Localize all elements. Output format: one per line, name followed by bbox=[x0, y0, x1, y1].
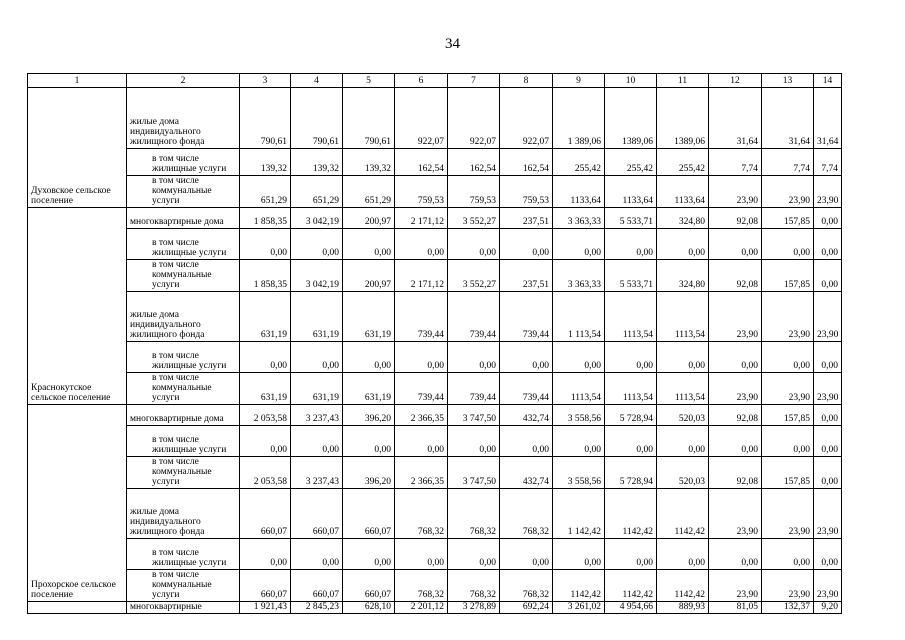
value-cell: 162,54 bbox=[395, 149, 448, 176]
category-label: в том числе коммунальные услуги bbox=[127, 260, 240, 292]
value-cell: 2 171,12 bbox=[395, 208, 448, 229]
value-cell: 0,00 bbox=[343, 342, 395, 373]
value-cell: 0,00 bbox=[395, 539, 448, 570]
value-cell: 2 845,23 bbox=[291, 602, 343, 614]
value-cell: 0,00 bbox=[343, 426, 395, 457]
value-cell: 1 389,06 bbox=[553, 88, 605, 149]
value-cell: 0,00 bbox=[814, 539, 842, 570]
value-cell: 0,00 bbox=[709, 426, 762, 457]
value-cell: 5 533,71 bbox=[605, 260, 657, 292]
value-cell: 0,00 bbox=[240, 426, 291, 457]
value-cell: 520,03 bbox=[657, 457, 709, 489]
category-label: в том числе коммунальные услуги bbox=[127, 373, 240, 405]
table-row bbox=[28, 208, 842, 229]
value-cell: 2 053,58 bbox=[240, 457, 291, 489]
value-cell: 0,00 bbox=[500, 426, 553, 457]
value-cell: 0,00 bbox=[553, 342, 605, 373]
district-name: Прохорское сельское поселение bbox=[28, 405, 127, 602]
value-cell: 3 363,33 bbox=[553, 208, 605, 229]
value-cell: 739,44 bbox=[500, 373, 553, 405]
value-cell: 768,32 bbox=[395, 570, 448, 602]
value-cell: 324,80 bbox=[657, 208, 709, 229]
value-cell: 3 558,56 bbox=[553, 457, 605, 489]
value-cell: 0,00 bbox=[500, 539, 553, 570]
category-label: многоквартирные bbox=[127, 602, 240, 614]
value-cell: 3 042,19 bbox=[291, 260, 343, 292]
value-cell: 0,00 bbox=[605, 229, 657, 260]
value-cell: 3 558,56 bbox=[553, 405, 605, 426]
value-cell: 3 237,43 bbox=[291, 457, 343, 489]
value-cell: 768,32 bbox=[500, 570, 553, 602]
value-cell: 1 113,54 bbox=[553, 292, 605, 342]
table-row bbox=[28, 426, 842, 457]
category-label: многоквартирные дома bbox=[127, 208, 240, 229]
table-row bbox=[28, 539, 842, 570]
value-cell: 92,08 bbox=[709, 405, 762, 426]
table-row bbox=[28, 176, 842, 208]
tariff-table bbox=[27, 73, 842, 614]
value-cell: 7,74 bbox=[709, 149, 762, 176]
value-cell: 23,90 bbox=[709, 373, 762, 405]
value-cell: 3 747,50 bbox=[448, 405, 500, 426]
value-cell: 0,00 bbox=[395, 229, 448, 260]
value-cell: 1 858,35 bbox=[240, 260, 291, 292]
value-cell: 23,90 bbox=[814, 373, 842, 405]
value-cell: 790,61 bbox=[291, 88, 343, 149]
value-cell: 3 552,27 bbox=[448, 208, 500, 229]
category-label: многоквартирные дома bbox=[127, 405, 240, 426]
value-cell: 2 201,12 bbox=[395, 602, 448, 614]
category-label: в том числе жилищные услуги bbox=[127, 539, 240, 570]
value-cell: 0,00 bbox=[291, 539, 343, 570]
value-cell: 0,00 bbox=[657, 426, 709, 457]
value-cell: 0,00 bbox=[814, 342, 842, 373]
value-cell: 0,00 bbox=[343, 539, 395, 570]
value-cell: 1113,54 bbox=[657, 373, 709, 405]
value-cell: 1389,06 bbox=[605, 88, 657, 149]
value-cell: 0,00 bbox=[657, 229, 709, 260]
value-cell: 200,97 bbox=[343, 260, 395, 292]
column-number: 10 bbox=[605, 74, 657, 88]
value-cell: 0,00 bbox=[395, 342, 448, 373]
value-cell: 631,19 bbox=[343, 373, 395, 405]
value-cell: 0,00 bbox=[343, 229, 395, 260]
value-cell: 631,19 bbox=[291, 373, 343, 405]
value-cell: 739,44 bbox=[500, 292, 553, 342]
value-cell: 23,90 bbox=[762, 176, 814, 208]
district-name: Краснокутское сельское поселение bbox=[28, 208, 127, 405]
value-cell: 922,07 bbox=[500, 88, 553, 149]
value-cell: 1142,42 bbox=[657, 570, 709, 602]
value-cell: 157,85 bbox=[762, 260, 814, 292]
value-cell: 631,19 bbox=[240, 373, 291, 405]
value-cell: 739,44 bbox=[448, 292, 500, 342]
value-cell: 1142,42 bbox=[605, 570, 657, 602]
value-cell: 1142,42 bbox=[657, 489, 709, 539]
value-cell: 157,85 bbox=[762, 208, 814, 229]
value-cell: 1113,54 bbox=[605, 292, 657, 342]
value-cell: 0,00 bbox=[605, 342, 657, 373]
value-cell: 0,00 bbox=[657, 539, 709, 570]
value-cell: 92,08 bbox=[709, 457, 762, 489]
value-cell: 0,00 bbox=[448, 539, 500, 570]
value-cell: 889,93 bbox=[657, 602, 709, 614]
value-cell: 651,29 bbox=[291, 176, 343, 208]
column-number: 12 bbox=[709, 74, 762, 88]
value-cell: 0,00 bbox=[448, 426, 500, 457]
table-row bbox=[28, 260, 842, 292]
column-number: 11 bbox=[657, 74, 709, 88]
value-cell: 255,42 bbox=[553, 149, 605, 176]
value-cell: 768,32 bbox=[395, 489, 448, 539]
value-cell: 768,32 bbox=[500, 489, 553, 539]
column-number: 1 bbox=[28, 74, 127, 88]
value-cell: 23,90 bbox=[814, 292, 842, 342]
category-label: в том числе жилищные услуги bbox=[127, 229, 240, 260]
value-cell: 0,00 bbox=[291, 342, 343, 373]
value-cell: 922,07 bbox=[448, 88, 500, 149]
value-cell: 0,00 bbox=[553, 229, 605, 260]
value-cell: 759,53 bbox=[500, 176, 553, 208]
value-cell: 0,00 bbox=[814, 208, 842, 229]
category-label: в том числе коммунальные услуги bbox=[127, 176, 240, 208]
column-number: 2 bbox=[127, 74, 240, 88]
table-row bbox=[28, 570, 842, 602]
value-cell: 139,32 bbox=[343, 149, 395, 176]
value-cell: 739,44 bbox=[448, 373, 500, 405]
column-number: 4 bbox=[291, 74, 343, 88]
table-row bbox=[28, 489, 842, 539]
value-cell: 1389,06 bbox=[657, 88, 709, 149]
value-cell: 396,20 bbox=[343, 405, 395, 426]
value-cell: 660,07 bbox=[291, 570, 343, 602]
value-cell: 1113,54 bbox=[553, 373, 605, 405]
value-cell: 23,90 bbox=[814, 176, 842, 208]
value-cell: 31,64 bbox=[762, 88, 814, 149]
value-cell: 432,74 bbox=[500, 457, 553, 489]
value-cell: 1142,42 bbox=[553, 570, 605, 602]
value-cell: 3 237,43 bbox=[291, 405, 343, 426]
value-cell: 1 142,42 bbox=[553, 489, 605, 539]
value-cell: 3 278,89 bbox=[448, 602, 500, 614]
value-cell: 23,90 bbox=[762, 570, 814, 602]
value-cell: 162,54 bbox=[500, 149, 553, 176]
value-cell: 0,00 bbox=[814, 229, 842, 260]
value-cell: 0,00 bbox=[500, 342, 553, 373]
table-row bbox=[28, 292, 842, 342]
value-cell: 0,00 bbox=[762, 342, 814, 373]
value-cell: 3 552,27 bbox=[448, 260, 500, 292]
value-cell: 631,19 bbox=[343, 292, 395, 342]
value-cell: 255,42 bbox=[605, 149, 657, 176]
value-cell: 5 533,71 bbox=[605, 208, 657, 229]
value-cell: 790,61 bbox=[343, 88, 395, 149]
value-cell: 1 858,35 bbox=[240, 208, 291, 229]
value-cell: 7,74 bbox=[762, 149, 814, 176]
value-cell: 1113,54 bbox=[657, 292, 709, 342]
value-cell: 324,80 bbox=[657, 260, 709, 292]
value-cell: 759,53 bbox=[395, 176, 448, 208]
column-number-row bbox=[28, 74, 842, 88]
value-cell: 157,85 bbox=[762, 457, 814, 489]
value-cell: 520,03 bbox=[657, 405, 709, 426]
value-cell: 0,00 bbox=[814, 426, 842, 457]
value-cell: 0,00 bbox=[240, 342, 291, 373]
value-cell: 0,00 bbox=[448, 342, 500, 373]
value-cell: 396,20 bbox=[343, 457, 395, 489]
value-cell: 651,29 bbox=[343, 176, 395, 208]
value-cell: 0,00 bbox=[448, 229, 500, 260]
value-cell: 132,37 bbox=[762, 602, 814, 614]
value-cell: 660,07 bbox=[240, 489, 291, 539]
value-cell: 5 728,94 bbox=[605, 405, 657, 426]
value-cell: 237,51 bbox=[500, 208, 553, 229]
table-row bbox=[28, 149, 842, 176]
value-cell: 0,00 bbox=[500, 229, 553, 260]
value-cell: 23,90 bbox=[762, 489, 814, 539]
table-row bbox=[28, 229, 842, 260]
table-row bbox=[28, 88, 842, 149]
district-name bbox=[28, 602, 127, 614]
category-label: в том числе жилищные услуги bbox=[127, 149, 240, 176]
value-cell: 31,64 bbox=[814, 88, 842, 149]
value-cell: 23,90 bbox=[709, 489, 762, 539]
value-cell: 739,44 bbox=[395, 373, 448, 405]
value-cell: 660,07 bbox=[343, 570, 395, 602]
value-cell: 237,51 bbox=[500, 260, 553, 292]
table-row bbox=[28, 457, 842, 489]
value-cell: 660,07 bbox=[240, 570, 291, 602]
column-number: 8 bbox=[500, 74, 553, 88]
column-number: 9 bbox=[553, 74, 605, 88]
value-cell: 768,32 bbox=[448, 489, 500, 539]
table-row bbox=[28, 373, 842, 405]
table-row bbox=[28, 602, 842, 614]
value-cell: 0,00 bbox=[553, 426, 605, 457]
value-cell: 2 366,35 bbox=[395, 457, 448, 489]
column-number: 5 bbox=[343, 74, 395, 88]
category-label: жилые дома индивидуального жилищного фонда bbox=[127, 489, 240, 539]
value-cell: 0,00 bbox=[762, 229, 814, 260]
value-cell: 660,07 bbox=[343, 489, 395, 539]
district-name: Духовское сельское поселение bbox=[28, 88, 127, 208]
value-cell: 139,32 bbox=[291, 149, 343, 176]
value-cell: 3 042,19 bbox=[291, 208, 343, 229]
value-cell: 2 171,12 bbox=[395, 260, 448, 292]
value-cell: 432,74 bbox=[500, 405, 553, 426]
value-cell: 0,00 bbox=[291, 426, 343, 457]
value-cell: 3 363,33 bbox=[553, 260, 605, 292]
value-cell: 1113,54 bbox=[605, 373, 657, 405]
value-cell: 1133,64 bbox=[657, 176, 709, 208]
value-cell: 23,90 bbox=[814, 570, 842, 602]
value-cell: 3 261,02 bbox=[553, 602, 605, 614]
value-cell: 2 053,58 bbox=[240, 405, 291, 426]
value-cell: 1142,42 bbox=[605, 489, 657, 539]
value-cell: 790,61 bbox=[240, 88, 291, 149]
value-cell: 0,00 bbox=[709, 539, 762, 570]
value-cell: 660,07 bbox=[291, 489, 343, 539]
value-cell: 0,00 bbox=[709, 229, 762, 260]
value-cell: 628,10 bbox=[343, 602, 395, 614]
value-cell: 1133,64 bbox=[553, 176, 605, 208]
value-cell: 922,07 bbox=[395, 88, 448, 149]
value-cell: 23,90 bbox=[762, 373, 814, 405]
category-label: в том числе жилищные услуги bbox=[127, 426, 240, 457]
value-cell: 0,00 bbox=[395, 426, 448, 457]
value-cell: 31,64 bbox=[709, 88, 762, 149]
category-label: в том числе жилищные услуги bbox=[127, 342, 240, 373]
value-cell: 1 921,43 bbox=[240, 602, 291, 614]
column-number: 6 bbox=[395, 74, 448, 88]
table-row bbox=[28, 342, 842, 373]
table-row bbox=[28, 405, 842, 426]
value-cell: 23,90 bbox=[709, 176, 762, 208]
value-cell: 0,00 bbox=[605, 426, 657, 457]
value-cell: 3 747,50 bbox=[448, 457, 500, 489]
value-cell: 7,74 bbox=[814, 149, 842, 176]
value-cell: 0,00 bbox=[291, 229, 343, 260]
column-number: 13 bbox=[762, 74, 814, 88]
value-cell: 0,00 bbox=[240, 539, 291, 570]
value-cell: 4 954,66 bbox=[605, 602, 657, 614]
value-cell: 0,00 bbox=[657, 342, 709, 373]
value-cell: 2 366,35 bbox=[395, 405, 448, 426]
value-cell: 0,00 bbox=[814, 457, 842, 489]
column-number: 7 bbox=[448, 74, 500, 88]
value-cell: 631,19 bbox=[240, 292, 291, 342]
value-cell: 9,20 bbox=[814, 602, 842, 614]
value-cell: 0,00 bbox=[553, 539, 605, 570]
value-cell: 739,44 bbox=[395, 292, 448, 342]
value-cell: 0,00 bbox=[762, 539, 814, 570]
category-label: в том числе коммунальные услуги bbox=[127, 457, 240, 489]
value-cell: 0,00 bbox=[762, 426, 814, 457]
category-label: жилые дома индивидуального жилищного фонда bbox=[127, 292, 240, 342]
value-cell: 23,90 bbox=[762, 292, 814, 342]
value-cell: 631,19 bbox=[291, 292, 343, 342]
value-cell: 23,90 bbox=[709, 570, 762, 602]
category-label: жилые дома индивидуального жилищного фонда bbox=[127, 88, 240, 149]
value-cell: 139,32 bbox=[240, 149, 291, 176]
category-label: в том числе коммунальные услуги bbox=[127, 570, 240, 602]
value-cell: 162,54 bbox=[448, 149, 500, 176]
value-cell: 0,00 bbox=[709, 342, 762, 373]
value-cell: 0,00 bbox=[240, 229, 291, 260]
value-cell: 0,00 bbox=[605, 539, 657, 570]
page-number: 34 bbox=[445, 36, 460, 52]
column-number: 3 bbox=[240, 74, 291, 88]
value-cell: 92,08 bbox=[709, 260, 762, 292]
value-cell: 692,24 bbox=[500, 602, 553, 614]
value-cell: 0,00 bbox=[814, 260, 842, 292]
value-cell: 651,29 bbox=[240, 176, 291, 208]
value-cell: 92,08 bbox=[709, 208, 762, 229]
value-cell: 1133,64 bbox=[605, 176, 657, 208]
value-cell: 23,90 bbox=[709, 292, 762, 342]
value-cell: 200,97 bbox=[343, 208, 395, 229]
value-cell: 759,53 bbox=[448, 176, 500, 208]
value-cell: 81,05 bbox=[709, 602, 762, 614]
column-number: 14 bbox=[814, 74, 842, 88]
value-cell: 23,90 bbox=[814, 489, 842, 539]
value-cell: 157,85 bbox=[762, 405, 814, 426]
value-cell: 255,42 bbox=[657, 149, 709, 176]
value-cell: 5 728,94 bbox=[605, 457, 657, 489]
value-cell: 0,00 bbox=[814, 405, 842, 426]
value-cell: 768,32 bbox=[448, 570, 500, 602]
